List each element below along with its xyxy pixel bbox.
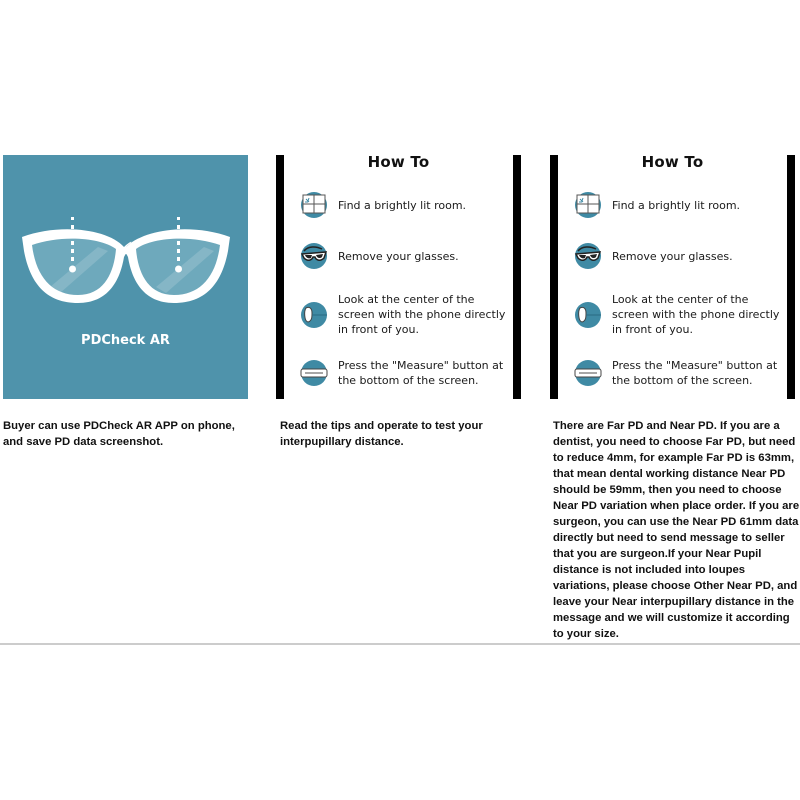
caption-read-tips: Read the tips and operate to test your interpupillary distance.: [280, 420, 483, 448]
step-measure: [300, 358, 510, 388]
bright-room-icon: [574, 191, 602, 219]
step-text: Find a brightly lit room.: [612, 198, 741, 212]
caption-far-near-pd: There are Far PD and Near PD. If you are a dentist, you need to choose Far PD, but need to reduce 4mm, for example Far PD is 63mm, that mean dental working distance Near PD should be 59mm, then you need to choose Near PD variation when place order. If you are surgeon, you can use the Near PD 61mm data directly but need to send message to seller that you are surgeon.If your Near Pupil distance is not included into loupes variations, please choose Other Near PD, and leave your Near interpupillary distance in the message and we will customize it according to your size.: [553, 420, 800, 640]
step-bright-room: [574, 191, 784, 219]
step-look-center: [574, 292, 784, 337]
step-remove-glasses: [300, 242, 510, 270]
phone-frame-right: [513, 155, 521, 399]
remove-glasses-icon: [300, 242, 328, 270]
step-look-center: [300, 292, 510, 337]
measure-button-icon: [574, 359, 602, 387]
step-text: Look at the center of the screen with the phone directly in front of you.: [612, 293, 780, 336]
cat-eye-glasses-icon: [20, 217, 232, 307]
step-text: Find a brightly lit room.: [338, 198, 467, 212]
phone-frame-right: [787, 155, 795, 399]
how-to-panel-duplicate: [550, 155, 795, 399]
pdcheck-app-banner: [3, 155, 248, 399]
remove-glasses-icon: [574, 242, 602, 270]
how-to-title: How To: [367, 153, 430, 171]
phone-frame-left: [276, 155, 284, 399]
step-text: Look at the center of the screen with the phone directly in front of you.: [338, 293, 506, 336]
step-text: Press the "Measure" button at the bottom of the screen.: [612, 359, 778, 387]
step-text: Remove your glasses.: [612, 249, 733, 263]
measure-button-icon: [300, 359, 328, 387]
step-text: Remove your glasses.: [338, 249, 459, 263]
how-to-panel: [276, 155, 521, 399]
app-name: PDCheck AR: [81, 333, 170, 348]
blank-area: [0, 645, 800, 800]
phone-frame-left: [550, 155, 558, 399]
bright-room-icon: [300, 191, 328, 219]
look-center-icon: [300, 301, 328, 329]
step-measure: [574, 358, 784, 388]
step-remove-glasses: [574, 242, 784, 270]
look-center-icon: [574, 301, 602, 329]
caption-app-usage: Buyer can use PDCheck AR APP on phone, and save PD data screenshot.: [3, 420, 235, 448]
step-text: Press the "Measure" button at the bottom of the screen.: [338, 359, 504, 387]
how-to-title: How To: [641, 153, 704, 171]
step-bright-room: [300, 191, 510, 219]
